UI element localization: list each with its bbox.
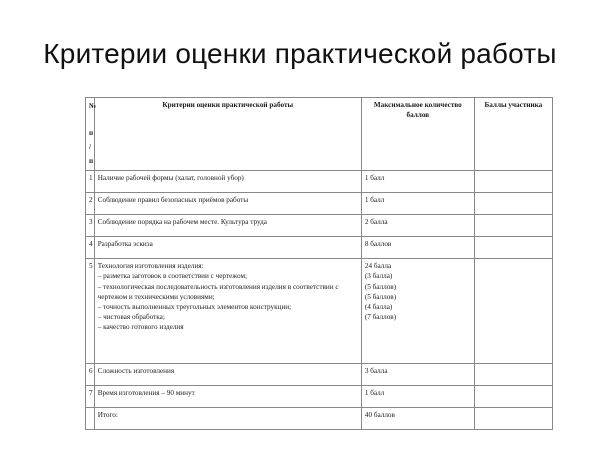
table-row [86, 364, 553, 386]
total-score-cell [474, 408, 552, 430]
total-max-points: 40 баллов [361, 408, 474, 430]
row-score-cell [474, 386, 552, 408]
row-max-points: 8 баллов [361, 237, 474, 259]
criteria-table [85, 97, 553, 430]
row-max-points: 2 балла [361, 215, 474, 237]
row-criteria: Технология изготовления изделия: – разметка заготовок в соответствии с чертежом; – технологическая последовательность изготовления изделия в соответствии с чертежом и техническими условиями; – точность выполненных треугольных элементов конструкции; – чистовая обработка; – качество готового изделия [94, 259, 361, 364]
row-criteria: Время изготовления – 90 минут [94, 386, 361, 408]
row-criteria: Соблюдение правил безопасных приёмов работы [94, 193, 361, 215]
row-max-points: 1 балл [361, 193, 474, 215]
row-number: 1 [86, 171, 95, 193]
row-criteria: Соблюдение порядка на рабочем месте. Культура труда [94, 215, 361, 237]
total-number [86, 408, 95, 430]
table-row [86, 193, 553, 215]
row-score-cell [474, 193, 552, 215]
table-row [86, 237, 553, 259]
page-title: Критерии оценки практической работы [43, 38, 557, 69]
row-criteria: Сложность изготовления [94, 364, 361, 386]
row-score-cell [474, 215, 552, 237]
header-participant-score: Баллы участника [474, 98, 552, 171]
row-max-points: 3 балла [361, 364, 474, 386]
row-max-points: 24 балла (3 балла) (5 баллов) (5 баллов) (4 балла) (7 баллов) [361, 259, 474, 364]
row-max-points: 1 балл [361, 386, 474, 408]
row-number: 2 [86, 193, 95, 215]
row-score-cell [474, 259, 552, 364]
row-criteria: Разработка эскиза [94, 237, 361, 259]
table-row [86, 171, 553, 193]
row-score-cell [474, 237, 552, 259]
header-number: № п / п [86, 98, 95, 171]
row-max-points: 1 балл [361, 171, 474, 193]
table-header-row [86, 98, 553, 171]
table-row [86, 215, 553, 237]
table-row [86, 259, 553, 364]
row-number: 3 [86, 215, 95, 237]
row-number: 7 [86, 386, 95, 408]
table-total-row [86, 408, 553, 430]
row-number: 5 [86, 259, 95, 364]
row-number: 4 [86, 237, 95, 259]
table-row [86, 386, 553, 408]
header-criteria: Критерии оценки практической работы [94, 98, 361, 171]
total-label: Итого: [94, 408, 361, 430]
header-max-points: Максимальное количество баллов [361, 98, 474, 171]
row-score-cell [474, 171, 552, 193]
row-score-cell [474, 364, 552, 386]
row-number: 6 [86, 364, 95, 386]
row-criteria: Наличие рабочей формы (халат, головной убор) [94, 171, 361, 193]
